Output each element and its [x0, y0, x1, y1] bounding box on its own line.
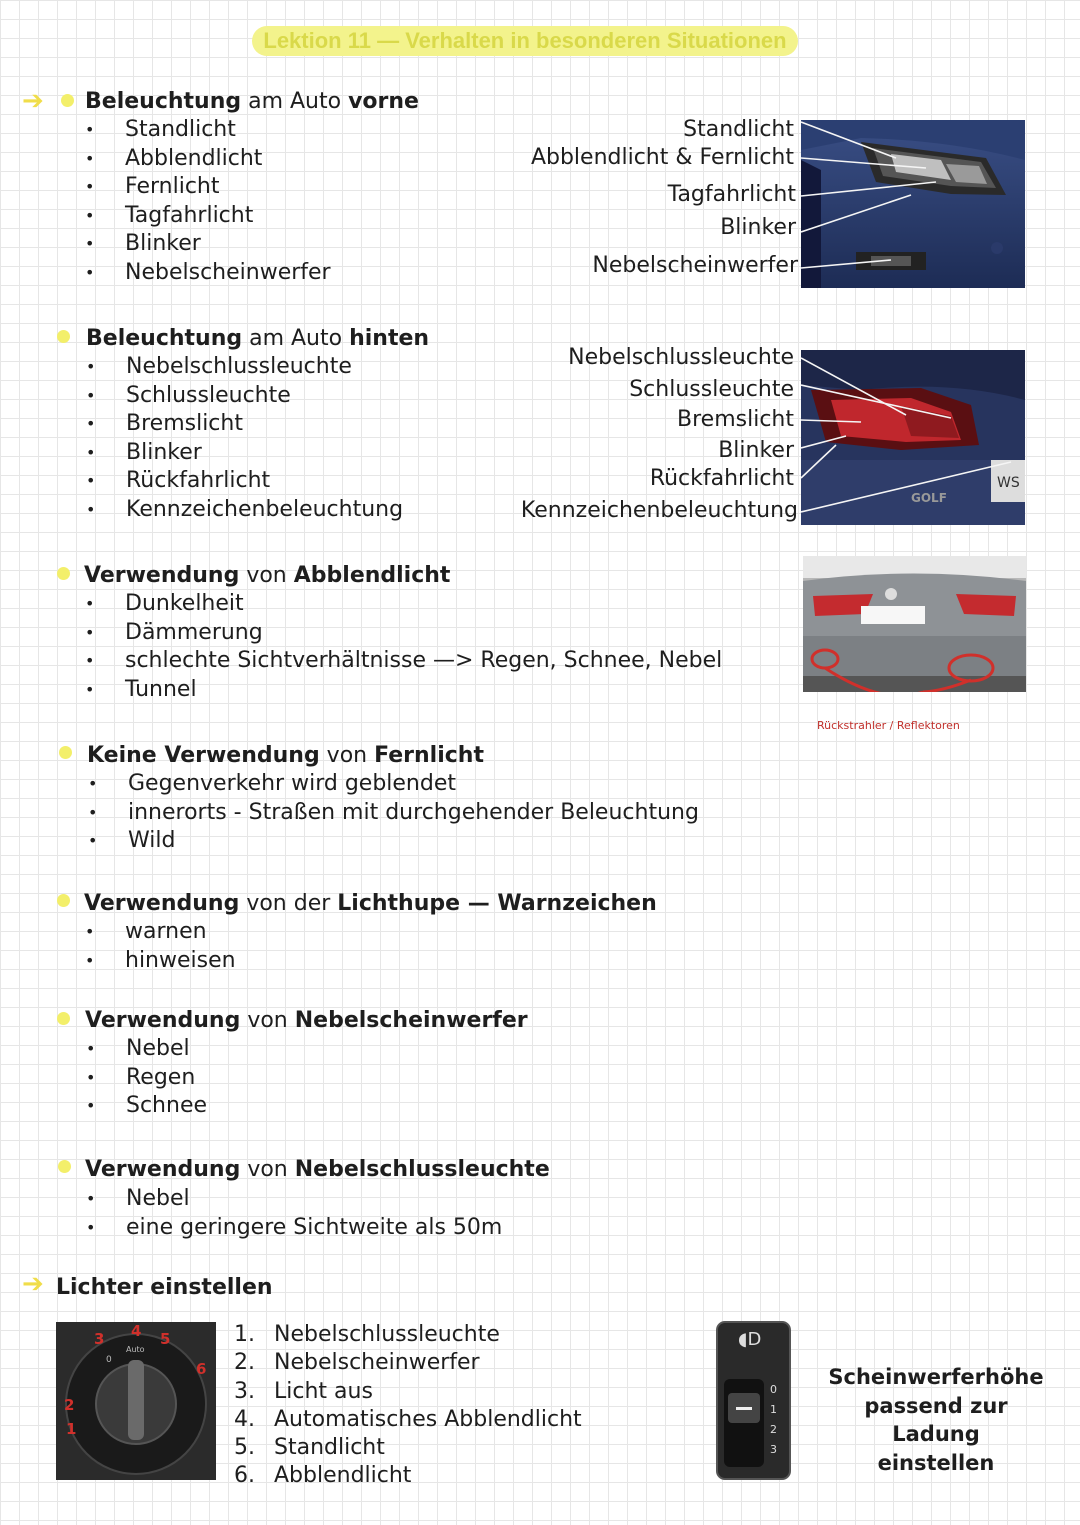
list-item: • Fernlicht: [85, 173, 331, 202]
list-item: 3. Licht aus: [234, 1378, 373, 1404]
section-rear-list: [86, 353, 403, 524]
list-item: • schlechte Sichtverhältnisse —> Regen, Schnee, Nebel: [85, 647, 722, 676]
photo-label: Blinker: [720, 215, 796, 240]
photo-label: Kennzeichenbeleuchtung: [520, 498, 798, 523]
switch-mark: 2: [64, 1396, 75, 1414]
photo-caption: Rückstrahler / Reflektoren: [817, 719, 960, 732]
heading-dot-icon: [57, 894, 70, 907]
section-fern-list: [88, 770, 699, 856]
section-nebelsw-heading: Verwendung von Nebelscheinwerfer: [85, 1008, 528, 1033]
heading-dot-icon: [57, 1012, 70, 1025]
photo-label: Nebelschlussleuchte: [568, 345, 794, 370]
section-front-heading: Beleuchtung am Auto vorne: [85, 89, 419, 114]
list-item: • hinweisen: [85, 947, 236, 976]
list-item: • Dämmerung: [85, 619, 722, 648]
heading-dot-icon: [57, 567, 70, 580]
heading-dot-icon: [57, 330, 70, 343]
section-lichthupe-heading: Verwendung von der Lichthupe — Warnzeichen: [84, 891, 657, 916]
list-item: • Gegenverkehr wird geblendet: [88, 770, 699, 799]
switch-zero-label: 0: [106, 1355, 112, 1365]
rear-reflector-photo: [803, 556, 1026, 692]
list-item: • Schlussleuchte: [86, 382, 403, 411]
level-label: 0: [770, 1383, 777, 1396]
list-item: 1. Nebelschlussleuchte: [234, 1322, 500, 1347]
list-item: • Nebelschlussleuchte: [86, 353, 403, 382]
list-item: • innerorts - Straßen mit durchgehender Beleuchtung: [88, 799, 699, 828]
list-item: 5. Standlicht: [234, 1435, 385, 1461]
list-item: • Rückfahrlicht: [86, 467, 403, 496]
section-rear-heading: Beleuchtung am Auto hinten: [86, 326, 430, 351]
heading-dot-icon: [59, 746, 72, 759]
list-item: • Nebel: [86, 1035, 207, 1064]
level-label: 2: [770, 1423, 777, 1436]
list-item: • warnen: [85, 918, 236, 947]
section-lichthupe-list: [85, 918, 236, 975]
photo-label: Schlussleuchte: [629, 377, 794, 402]
list-item: • Dunkelheit: [85, 590, 722, 619]
light-switch-photo: [56, 1322, 216, 1480]
section-nebelsl-heading: Verwendung von Nebelschlussleuchte: [85, 1157, 550, 1182]
list-item: 2. Nebelscheinwerfer: [234, 1350, 480, 1376]
level-label: 1: [770, 1403, 777, 1416]
switch-auto-label: Auto: [126, 1345, 145, 1354]
list-item: 6. Abblendlicht: [234, 1463, 412, 1489]
photo-label: Abblendlicht & Fernlicht: [530, 145, 794, 170]
list-item: • Tagfahrlicht: [85, 202, 331, 231]
list-item: • Nebel: [86, 1185, 502, 1214]
level-label: 3: [770, 1443, 777, 1456]
section-abblend-heading: Verwendung von Abblendlicht: [84, 563, 451, 588]
list-item: • Abblendlicht: [85, 145, 331, 174]
headlight-level-switch-photo: [716, 1321, 791, 1480]
section-front-list: [85, 116, 331, 287]
photo-label: Standlicht: [683, 117, 794, 142]
heading-dot-icon: [58, 1160, 71, 1173]
switch-mark: 4: [131, 1322, 142, 1340]
list-item: • Bremslicht: [86, 410, 403, 439]
photo-label: Tagfahrlicht: [667, 182, 796, 207]
front-headlight-photo: [801, 120, 1025, 288]
photo-label: Blinker: [718, 438, 794, 463]
section-abblend-list: [85, 590, 722, 704]
list-item: • Standlicht: [85, 116, 331, 145]
photo-label: Bremslicht: [677, 407, 794, 432]
svg-text:WS: WS: [997, 475, 1020, 491]
section-fern-heading: Keine Verwendung von Fernlicht: [87, 743, 484, 768]
list-item: • Kennzeichenbeleuchtung: [86, 496, 403, 525]
section-nebelsl-list: [86, 1185, 502, 1242]
section-einstellen-heading: Lichter einstellen: [56, 1275, 273, 1300]
rear-taillight-photo: [801, 350, 1025, 525]
section-nebelsw-list: [86, 1035, 207, 1121]
svg-text:◖D: ◖D: [738, 1329, 762, 1350]
switch-mark: 5: [160, 1330, 171, 1348]
list-item: • Wild: [88, 827, 699, 856]
list-item: 4. Automatisches Abblendlicht: [234, 1406, 582, 1432]
list-item: • Blinker: [85, 230, 331, 259]
heading-dot-icon: [61, 94, 74, 107]
photo-label: Rückfahrlicht: [649, 466, 794, 491]
headlight-level-note: Scheinwerferhöhe passend zur Ladung einstellen: [828, 1365, 1044, 1475]
list-item: • Blinker: [86, 439, 403, 468]
switch-mark: 1: [66, 1420, 77, 1438]
settings-list: [234, 1321, 582, 1491]
arrow-icon: ➔: [22, 86, 44, 116]
page-title: Lektion 11 — Verhalten in besonderen Situationen: [252, 26, 798, 56]
arrow-icon: ➔: [22, 1269, 44, 1299]
list-item: • Nebelscheinwerfer: [85, 259, 331, 288]
list-item: • Schnee: [86, 1092, 207, 1121]
car-badge: GOLF: [911, 491, 947, 505]
switch-mark: 3: [94, 1330, 105, 1348]
switch-mark: 6: [196, 1360, 207, 1378]
photo-label: Nebelscheinwerfer: [592, 253, 798, 278]
list-item: • Regen: [86, 1064, 207, 1093]
list-item: • eine geringere Sichtweite als 50m: [86, 1214, 502, 1243]
list-item: • Tunnel: [85, 676, 722, 705]
